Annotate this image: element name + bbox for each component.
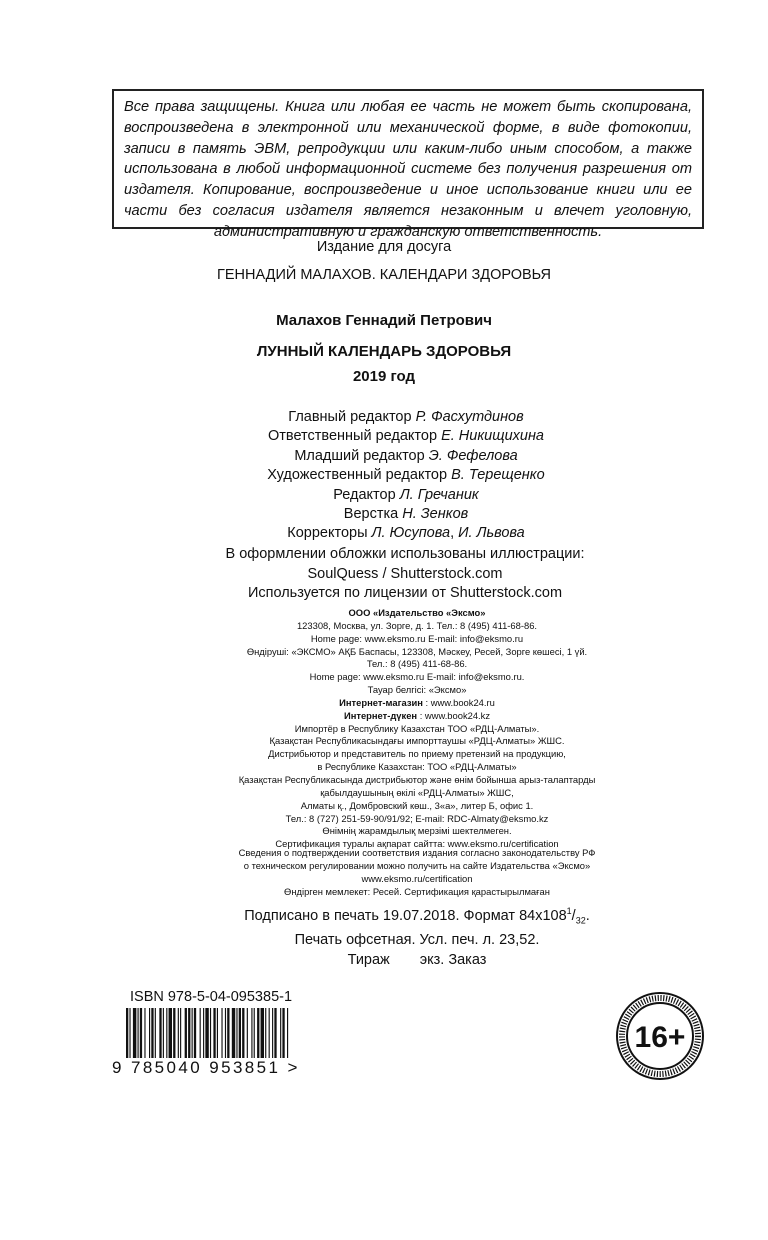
- credit-role: Корректоры: [287, 525, 368, 542]
- credit-name: Л. Юсупова: [371, 525, 451, 542]
- online-shop-kz-label: Интернет-дүкен: [343, 709, 418, 721]
- online-shop-url: : www.book24.ru: [422, 696, 495, 708]
- print-run-line: [0, 951, 768, 971]
- illustrations-line: В оформлении обложки использованы иллюстрации:: [225, 546, 585, 562]
- credit-name: Р. Фасхутдинов: [415, 409, 524, 425]
- age-rating-badge: [615, 991, 705, 1081]
- publisher-name: ООО «Издательство «Эксмо»: [348, 607, 486, 618]
- credit-line: [0, 447, 768, 466]
- copyright-notice: [112, 89, 704, 240]
- credits-block: [0, 408, 768, 544]
- conformity-block: [0, 847, 768, 898]
- format-denominator: 32: [575, 915, 586, 926]
- print-offset: Печать офсетная. Усл. печ. л. 23,52.: [294, 932, 540, 949]
- conformity-line: Сведения о подтверждении соответствия издания согласно законодательству РФ: [238, 847, 596, 858]
- importer: Импортёр в Республику Казахстан ТОО «РДЦ-Алматы».: [294, 722, 540, 734]
- online-shop-label: Интернет-магазин: [339, 696, 423, 708]
- copyright-text: Все права защищены. Книга или любая ее часть не может быть скопирована, воспроизведена в электронной или механической форме, в виде фотокопии, записи в память ЭВМ, репродукции или каким-либо иным способом, а также использована в любой информационной системе без получения разрешения от издателя. Копирование, воспроизведение и иное использование книги или ее части без согласия издателя является незаконным и влечет уголовную, административную и гражданскую ответственность.: [124, 99, 692, 240]
- credit-line: [0, 524, 768, 543]
- importer-kz: Қазақстан Республикасындағы импорттаушы «РДЦ-Алматы» ЖШС.: [269, 735, 565, 747]
- credit-role: Верстка: [343, 506, 399, 523]
- credit-name: Н. Зенков: [402, 506, 469, 523]
- online-shop-kz-url: : www.book24.kz: [417, 709, 491, 721]
- distributor-2: в Республике Казахстан: ТОО «РДЦ-Алматы»: [317, 761, 517, 773]
- credit-role: Редактор: [333, 486, 396, 503]
- format-numerator: 1: [566, 906, 572, 916]
- credit-role: Ответственный редактор: [268, 428, 438, 445]
- credit-name: Е. Никищихина: [441, 428, 544, 445]
- distributor-kz-2: қабылдаушының өкілі «РДЦ-Алматы» ЖШС,: [320, 786, 514, 798]
- publisher-address: 123308, Москва, ул. Зорге, д. 1. Тел.: 8 (495) 411-68-86.: [296, 619, 538, 631]
- isbn: ISBN 978-5-04-095385-1: [130, 989, 293, 1005]
- credit-line: [0, 427, 768, 446]
- publisher-kz-web: Home page: www.eksmo.ru E-mail: info@eksmo.ru.: [309, 671, 525, 683]
- publisher-web: Home page: www.eksmo.ru E-mail: info@eksmo.ru: [310, 632, 524, 644]
- series-title: ГЕННАДИЙ МАЛАХОВ. КАЛЕНДАРИ ЗДОРОВЬЯ: [217, 267, 551, 283]
- credit-name: Э. Фефелова: [428, 447, 518, 464]
- credit-line: [0, 408, 768, 427]
- publisher-kz-maker: Өндіруші: «ЭКСМО» АҚБ Баспасы, 123308, Мәскеу, Ресей, Зорге көшесі, 1 үй.: [246, 645, 588, 657]
- author-name: Малахов Геннадий Петрович: [276, 312, 492, 329]
- print-run: Тираж: [347, 951, 390, 968]
- print-run-gap: экз. Заказ: [419, 951, 487, 968]
- online-shop-kz-line: [0, 710, 768, 723]
- print-signed: Подписано в печать 19.07.2018. Формат 84х108: [244, 907, 567, 924]
- illustrations-line: SoulQuess / Shutterstock.com: [307, 565, 503, 582]
- conformity-line: www.eksmo.ru/certification: [361, 872, 473, 884]
- format-end: .: [585, 907, 590, 924]
- illustrations-credit: [0, 545, 768, 604]
- almaty-contacts: Тел.: 8 (727) 251-59-90/91/92; E-mail: RDC-Almaty@eksmo.kz: [285, 812, 549, 824]
- credit-name: В. Терещенко: [451, 467, 545, 484]
- print-info: [0, 902, 768, 970]
- distributor-kz: Қазақстан Республикасында дистрибьютор және өнім бойынша арыз-талаптарды: [238, 773, 596, 785]
- distributor: Дистрибьютор и представитель по приему претензий на продукцию,: [268, 748, 566, 760]
- online-shop-line: [0, 697, 768, 710]
- book-year: 2019 год: [352, 368, 416, 385]
- barcode-digits: 9 785040 953851 >: [112, 1058, 300, 1077]
- validity-note: Өнімнің жарамдылық мерзімі шектелмеген.: [322, 825, 512, 837]
- book-title: ЛУННЫЙ КАЛЕНДАРЬ ЗДОРОВЬЯ: [256, 343, 512, 360]
- print-signed-line: Подписано в печать 19.07.2018. Формат $84х108^1/_{32}$.: [244, 906, 590, 926]
- credit-line: [0, 466, 768, 485]
- credit-role: Младший редактор: [294, 447, 425, 464]
- almaty-address: Алматы қ., Домбровский көш., 3«а», литер Б, офис 1.: [300, 799, 534, 811]
- age-rating-text: 16+: [634, 1021, 686, 1054]
- publisher-block: [0, 607, 768, 851]
- credit-line: [0, 486, 768, 505]
- publisher-kz-phone: Тел.: 8 (495) 411-68-86.: [366, 658, 468, 670]
- certification-info: Сертификация туралы ақпарат сайтта: www.eksmo.ru/certification: [275, 838, 559, 850]
- conformity-line: о техническом регулировании можно получить на сайте Издательства «Эксмо»: [243, 859, 591, 871]
- credit-name: И. Львова: [458, 525, 525, 542]
- conformity-line: Өндірген мемлекет: Ресей. Сертификация қарастырылмаған: [284, 885, 550, 897]
- edition-type: Издание для досуга: [316, 239, 452, 255]
- credit-name: Л. Гречаник: [399, 486, 479, 503]
- credit-line: [0, 505, 768, 524]
- credit-role: Художественный редактор: [267, 467, 448, 484]
- illustrations-line: Используется по лицензии от Shutterstock.com: [247, 585, 563, 601]
- credit-separator: ,: [450, 525, 459, 542]
- publisher-trademark: Тауар белгісі: «Эксмо»: [367, 684, 467, 696]
- credit-role: Главный редактор: [288, 409, 412, 425]
